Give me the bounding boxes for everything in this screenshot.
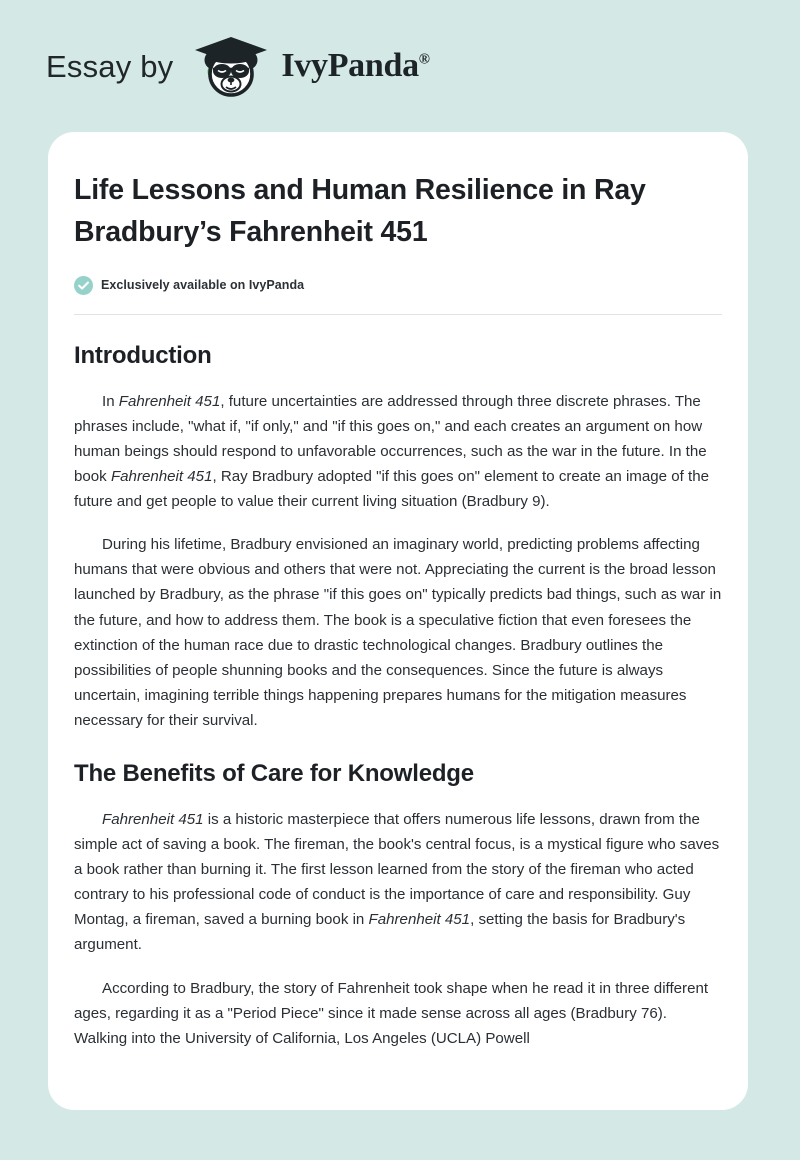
body-paragraph (74, 532, 722, 733)
panda-graduate-logo-icon (187, 33, 273, 99)
text-run: During his lifetime, Bradbury envisioned an imaginary world, predicting problems affecting humans that were obvious and others that were not. Appreciating the current is the broad lesson launched by Bradbury, as the phrase "if this goes on" typically predicts bad things, such as war in the future, and how to address them. The book is a speculative fiction that even foresees the extinction of the human race due to drastic technological changes. Bradbury outlines the possibilities of people shunning books and the consequences. Since the future is always uncertain, imagining terrible things happening prepares humans for the mitigation measures necessary for their survival. (74, 536, 722, 729)
italic-title-run: Fahrenheit 451 (102, 811, 204, 828)
section-heading: The Benefits of Care for Knowledge (74, 760, 474, 787)
exclusive-availability-label: Exclusively available on IvyPanda (101, 278, 305, 293)
italic-title-run: Fahrenheit 451 (118, 392, 221, 410)
check-circle-icon (74, 276, 93, 295)
ivypanda-logo[interactable] (187, 33, 429, 99)
italic-title-run: Fahrenheit 451 (110, 468, 213, 486)
section-heading: Introduction (74, 341, 212, 369)
essay-sections (74, 341, 722, 1051)
text-run: , future uncertainties are addressed through three discrete phrases. The phrases include, "what if, "if only," and "if this goes on," and each creates an argument on how human beings should respond to unfavorable occurrences, such as the war in the future. In the book (74, 392, 707, 486)
essay-by-label: Essay by (46, 48, 174, 84)
text-run: In (102, 392, 119, 410)
text-run: According to Bradbury, the story of Fahrenheit took shape when he read it in three different ages, regarding it as a "Period Piece" since it made sense across all ages (Bradbury 76). Walking into the University of California, Los Angeles (UCLA) Powell (74, 979, 709, 1047)
registered-mark: ® (418, 51, 430, 68)
body-paragraph (74, 976, 722, 1051)
brand-wordmark (281, 49, 429, 83)
brand-header (0, 0, 800, 132)
text-run: is a historic masterpiece that offers numerous life lessons, drawn from the simple act of saving a book. The fireman, the book's central focus, is a mystical figure who saves a book rather than burning it. The first lesson learned from the story of the fireman who acted contrary to his professional code of conduct is the importance of care and responsibility. Guy Montag, a fireman, saved a burning book in (74, 811, 720, 929)
exclusive-availability-badge (74, 276, 722, 295)
essay-card (48, 132, 748, 1110)
page-title: Life Lessons and Human Resilience in Ray Bradbury’s Fahrenheit 451 (74, 174, 646, 248)
essay-content (74, 170, 722, 1051)
text-run: , setting the basis for Bradbury's argument. (74, 911, 686, 954)
title-divider (74, 314, 722, 315)
brand-logo-group[interactable] (46, 33, 430, 99)
body-paragraph (74, 807, 722, 958)
body-paragraph (74, 389, 722, 514)
italic-title-run: Fahrenheit 451 (368, 911, 471, 929)
brand-name-text: IvyPanda (281, 47, 419, 84)
text-run: , Ray Bradbury adopted "if this goes on" element to create an image of the future and get people to value their current living situation (Bradbury 9). (74, 468, 710, 511)
